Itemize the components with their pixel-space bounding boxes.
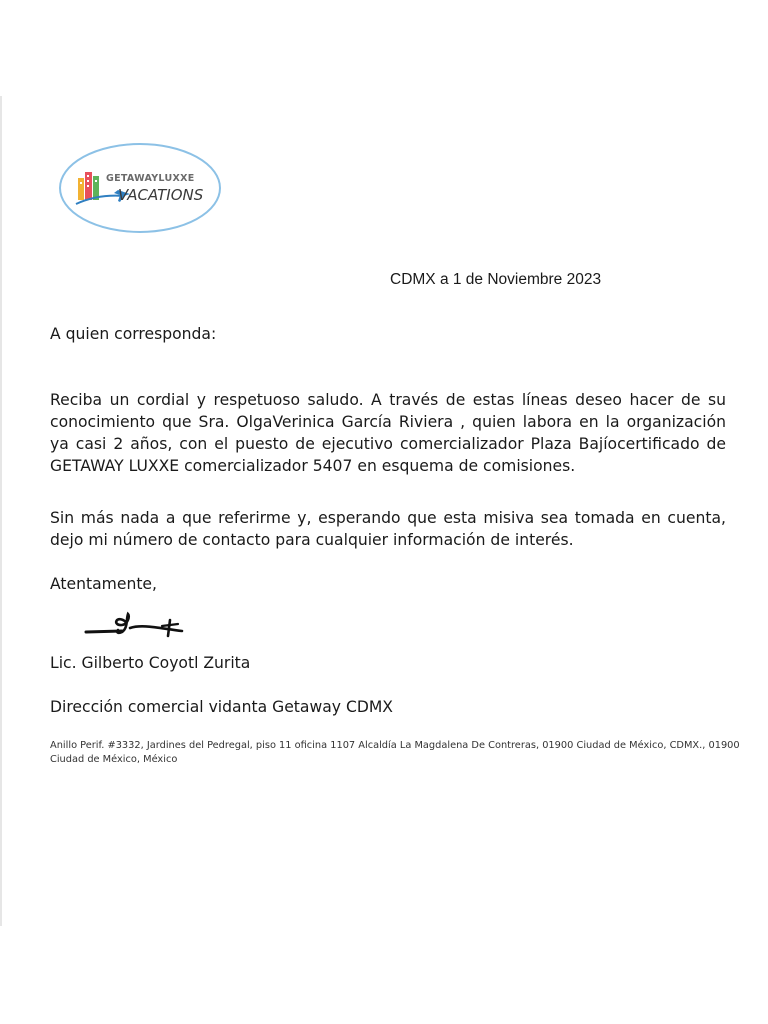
company-address: Anillo Perif. #3332, Jardines del Pedregal, piso 11 oficina 1107 Alcaldía La Magdalena De Contreras, 01900 Ciudad de México, CDMX., 01900 Ciudad de México, México bbox=[50, 740, 740, 765]
page-edge bbox=[0, 96, 2, 926]
logo-line1: GETAWAYLUXXE bbox=[106, 173, 195, 184]
body-paragraph-2: Sin más nada a que referirme y, esperando que esta misiva sea tomada en cuenta, dejo mi número de contacto para cualquier información de interés. bbox=[50, 509, 726, 549]
company-logo-icon bbox=[58, 142, 222, 234]
signer-department: Dirección comercial vidanta Getaway CDMX bbox=[50, 698, 393, 716]
closing: Atentamente, bbox=[50, 575, 157, 593]
letter-date: CDMX a 1 de Noviembre 2023 bbox=[390, 271, 602, 288]
handwritten-signature-icon bbox=[82, 606, 192, 640]
signer-name: Lic. Gilberto Coyotl Zurita bbox=[50, 654, 251, 672]
logo-line2: VACATIONS bbox=[118, 186, 204, 204]
salutation: A quien corresponda: bbox=[50, 325, 217, 343]
body-paragraph-1: Reciba un cordial y respetuoso saludo. A través de estas líneas deseo hacer de su conocimiento que Sra. OlgaVerinica García Riviera , quien labora en la organización ya casi 2 años, con el puesto de ejecutivo comercializador Plaza Bajíocertificado de GETAWAY LUXXE comercializador 5407 en esquema de comisiones. bbox=[50, 391, 726, 475]
